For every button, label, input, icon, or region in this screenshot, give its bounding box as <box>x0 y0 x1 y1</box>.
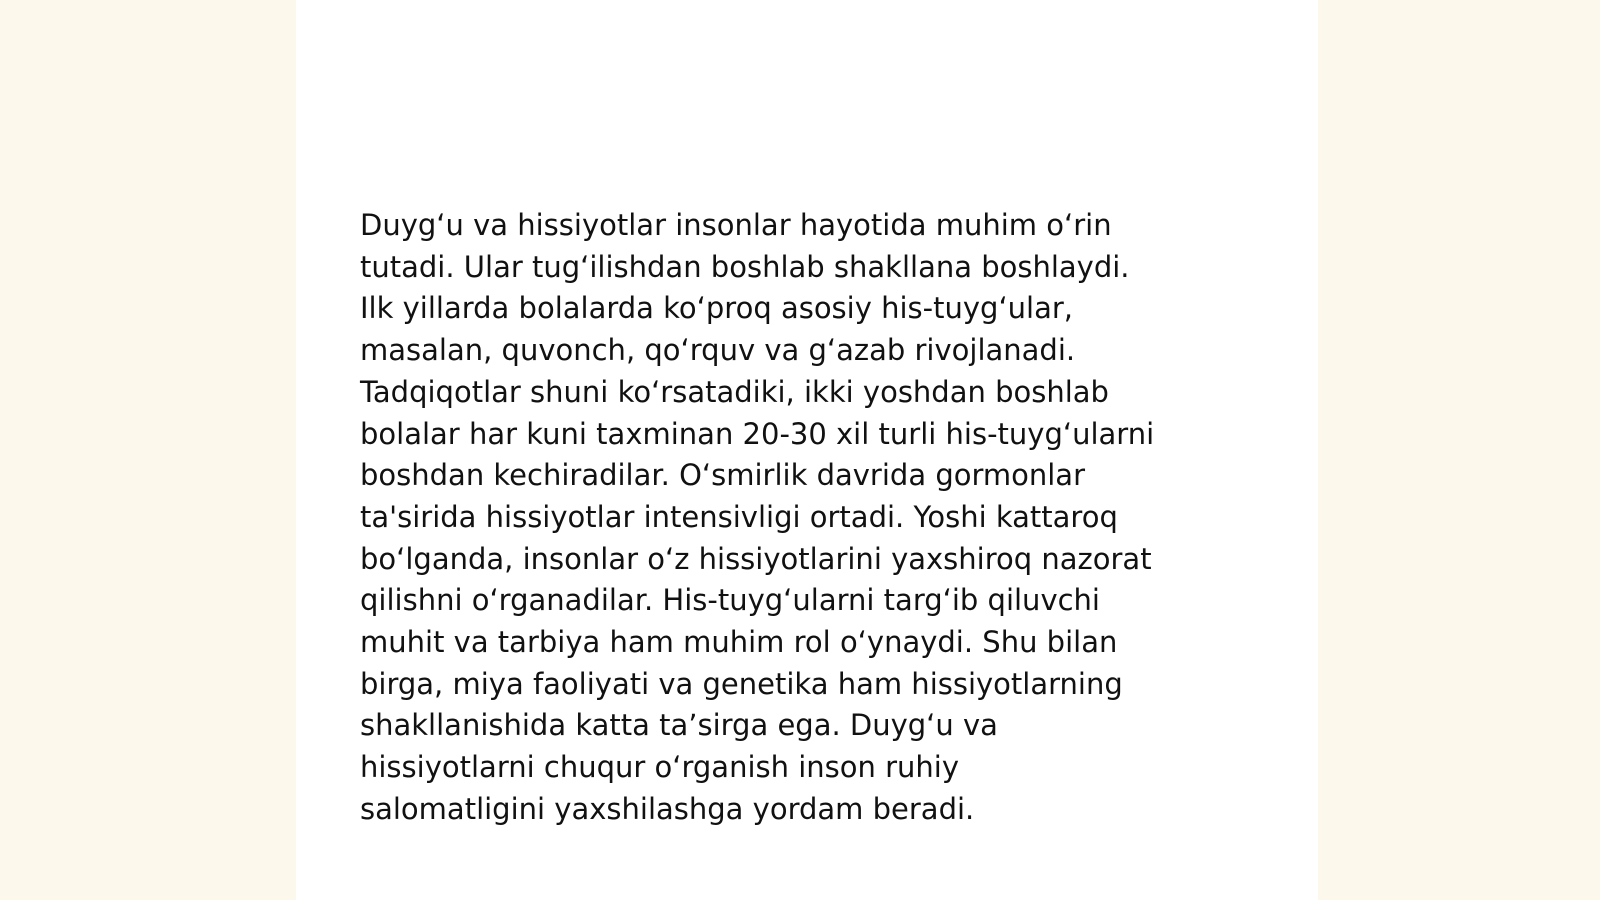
paragraph-line: Ilk yillarda bolalarda ko‘proq asosiy his-tuyg‘ular, <box>360 291 1074 326</box>
paragraph-line: ta'sirida hissiyotlar intensivligi ortadi. Yoshi kattaroq <box>360 499 1118 534</box>
paragraph-line: birga, miya faoliyati va genetika ham hissiyotlarning <box>360 666 1123 701</box>
paragraph-line: salomatligini yaxshilashga yordam beradi. <box>360 791 975 826</box>
paragraph-line: Tadqiqotlar shuni ko‘rsatadiki, ikki yoshdan boshlab <box>360 374 1109 409</box>
paragraph-line: shakllanishida katta ta’sirga ega. Duyg‘u va <box>360 708 998 743</box>
paragraph-line: Duyg‘u va hissiyotlar insonlar hayotida muhim o‘rin <box>360 208 1112 242</box>
paragraph-line: bolalar har kuni taxminan 20-30 xil turli his-tuyg‘ularni <box>360 416 1155 451</box>
body-paragraph <box>360 205 1260 831</box>
paragraph-line: tutadi. Ular tug‘ilishdan boshlab shakllana boshlaydi. <box>360 249 1130 284</box>
document-page <box>296 0 1318 900</box>
paragraph-line: hissiyotlarni chuqur o‘rganish inson ruhiy <box>360 750 960 785</box>
paragraph-line: masalan, quvonch, qo‘rquv va g‘azab rivojlanadi. <box>360 333 1076 368</box>
paragraph-line: qilishni o‘rganadilar. His-tuyg‘ularni targ‘ib qiluvchi <box>360 583 1100 618</box>
paragraph-line: muhit va tarbiya ham muhim rol o‘ynaydi. Shu bilan <box>360 625 1118 660</box>
paragraph-line: boshdan kechiradilar. O‘smirlik davrida gormonlar <box>360 458 1085 493</box>
paragraph-line: bo‘lganda, insonlar o‘z hissiyotlarini yaxshiroq nazorat <box>360 541 1152 576</box>
